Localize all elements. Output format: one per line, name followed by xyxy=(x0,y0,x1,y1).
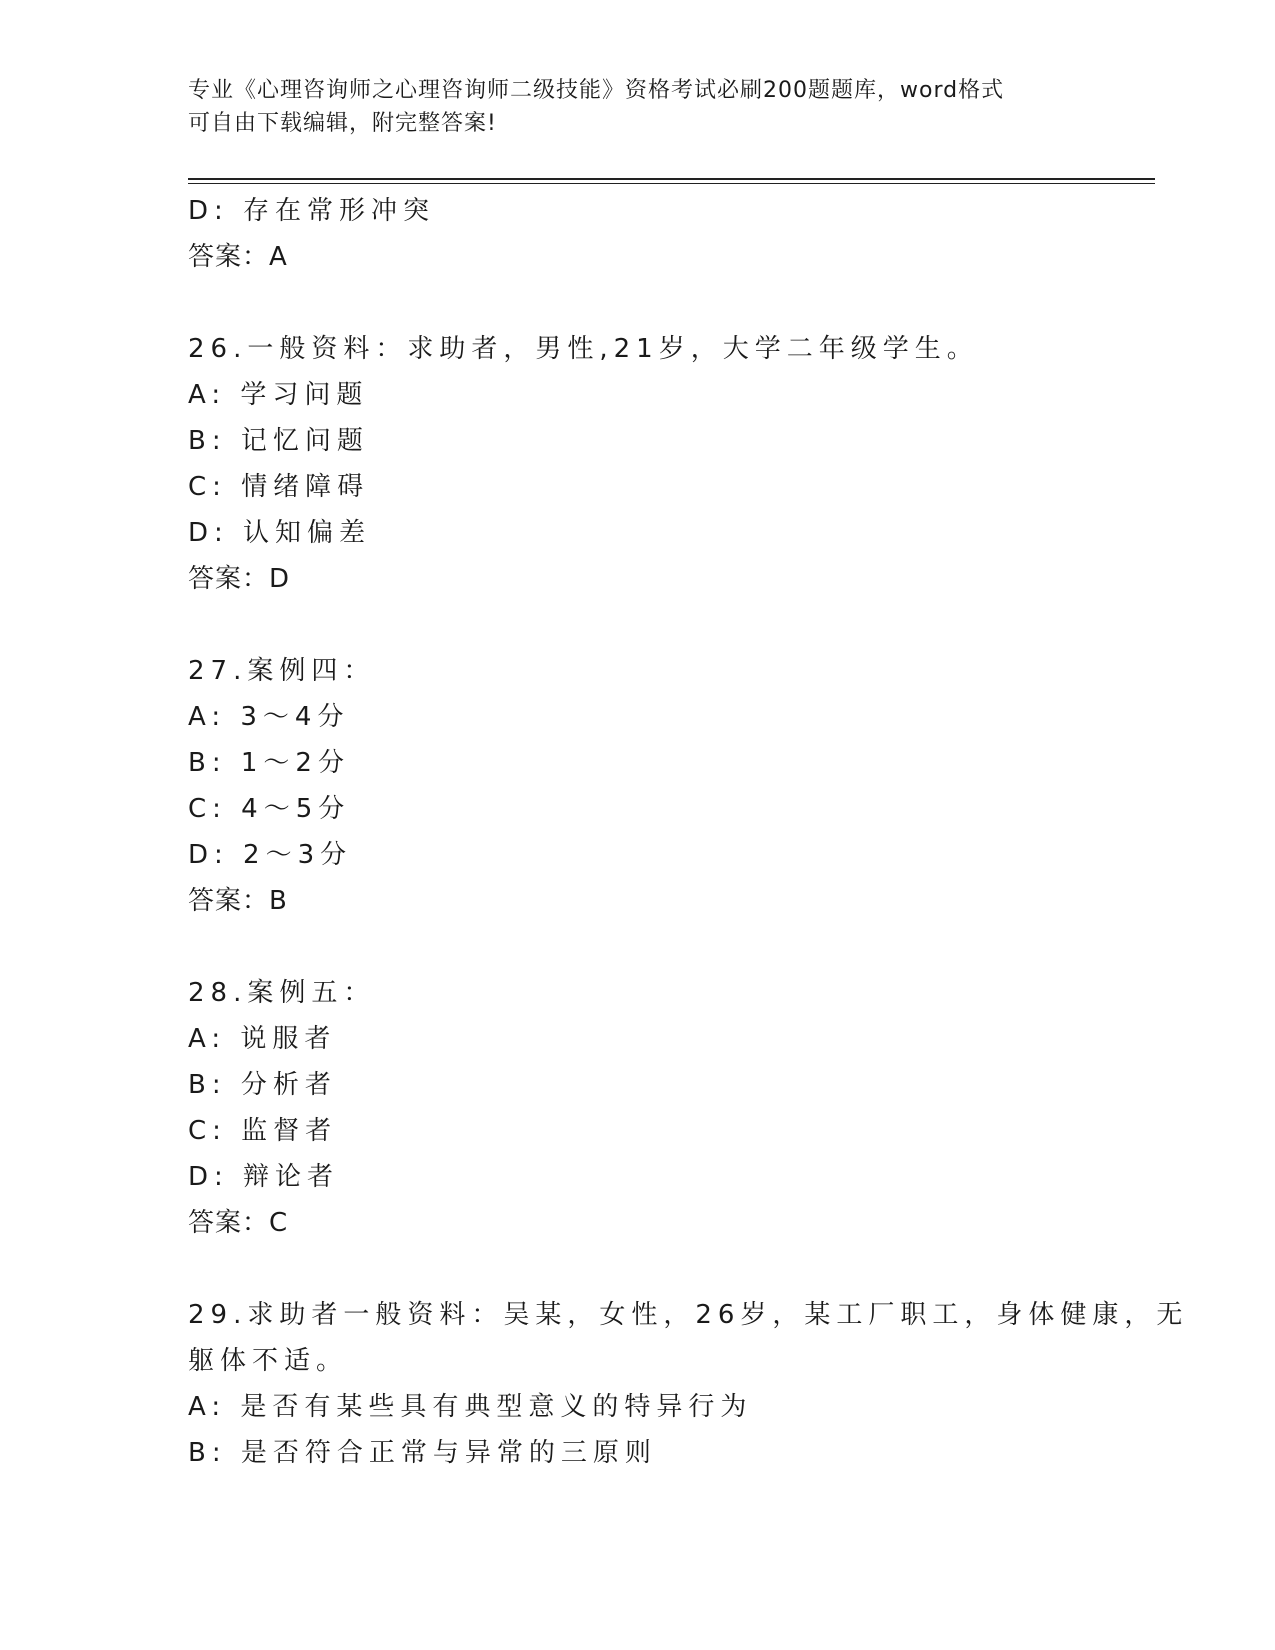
question-26-option-d: D: 认知偏差 xyxy=(188,518,372,548)
question-27-option-c: C: 4～5分 xyxy=(188,794,351,824)
question-26-option-c: C: 情绪障碍 xyxy=(188,472,370,502)
question-27-option-d: D: 2～3分 xyxy=(188,840,353,870)
document-header xyxy=(188,74,1088,140)
header-divider-thin xyxy=(188,183,1155,184)
question-26-answer: 答案：D xyxy=(188,564,291,594)
question-28-stem: 28.案例五： xyxy=(188,978,376,1008)
question-29-option-a: A: 是否有某些具有典型意义的特异行为 xyxy=(188,1392,753,1422)
question-28-option-b: B: 分析者 xyxy=(188,1070,337,1100)
spacer xyxy=(188,924,1088,970)
question-26-stem: 26.一般资料：求助者，男性,21岁，大学二年级学生。 xyxy=(188,334,979,364)
question-26-option-b: B: 记忆问题 xyxy=(188,426,369,456)
question-28-option-a: A: 说服者 xyxy=(188,1024,337,1054)
question-25-answer: 答案：A xyxy=(188,242,288,272)
question-27-stem: 27.案例四： xyxy=(188,656,376,686)
question-28-option-d: D: 辩论者 xyxy=(188,1162,340,1192)
question-28-option-c: C: 监督者 xyxy=(188,1116,338,1146)
header-divider-thick xyxy=(188,178,1155,180)
question-list xyxy=(188,188,1189,1476)
question-27-answer: 答案：B xyxy=(188,886,288,916)
question-29-option-b: B: 是否符合正常与异常的三原则 xyxy=(188,1438,657,1468)
header-line-2: 可自由下载编辑，附完整答案! xyxy=(188,111,497,136)
question-27-option-a: A: 3～4分 xyxy=(188,702,350,732)
question-29-stem-line-2: 躯体不适。 xyxy=(188,1346,349,1376)
spacer xyxy=(188,1246,1088,1292)
spacer xyxy=(188,602,1088,648)
spacer xyxy=(188,280,1088,326)
question-26-option-a: A: 学习问题 xyxy=(188,380,369,410)
question-25-option-d: D: 存在常形冲突 xyxy=(188,196,436,226)
header-line-1: 专业《心理咨询师之心理咨询师二级技能》资格考试必刷200题题库，word格式 xyxy=(188,78,1005,103)
question-28-answer: 答案：C xyxy=(188,1208,289,1238)
question-27-option-b: B: 1～2分 xyxy=(188,748,350,778)
question-29-stem-line-1: 29.求助者一般资料：吴某，女性，26岁，某工厂职工，身体健康，无 xyxy=(188,1300,1189,1330)
